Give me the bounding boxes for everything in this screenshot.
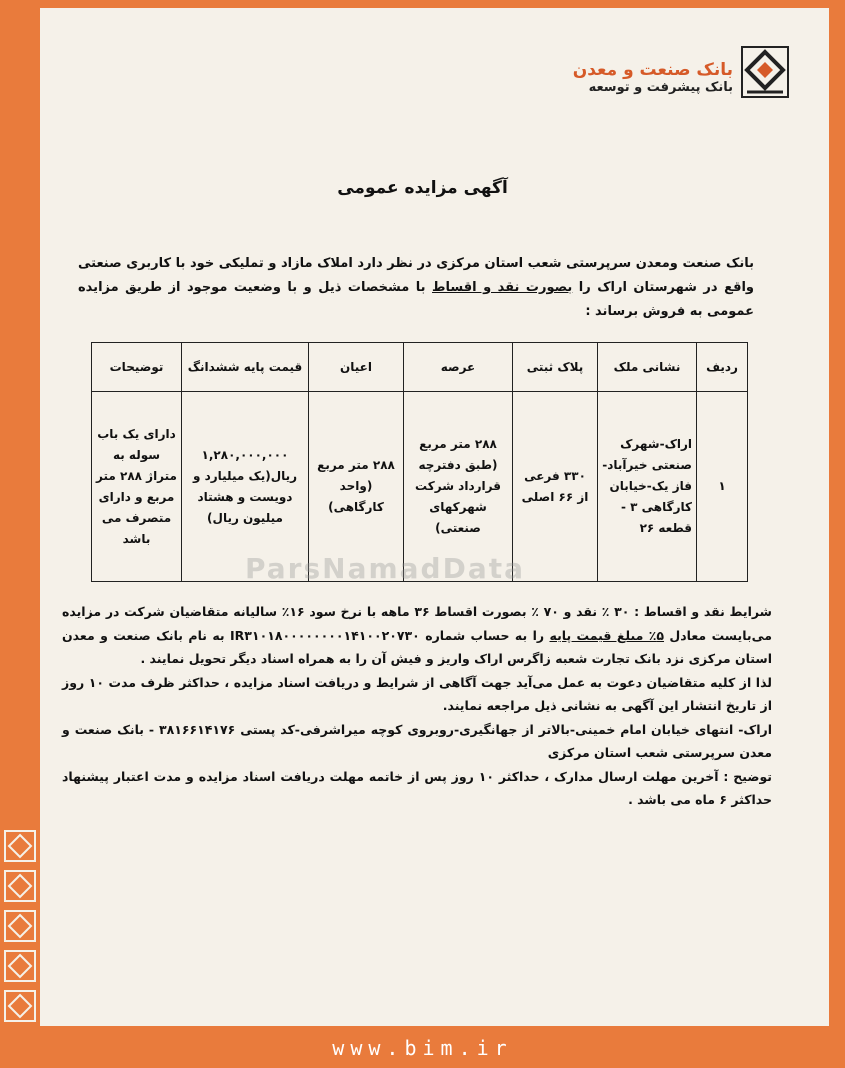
cell-desc: دارای یک باب سوله به متراژ ۲۸۸ متر مربع و دارای متصرف می باشد [92, 392, 182, 582]
terms-paragraph-2: لذا از کلیه متقاضیان دعوت به عمل می‌آید جهت آگاهی از شرایط و دریافت اسناد مزایده ، حداکثر ظرف مدت ۱۰ روز از تاریخ انتشار این آگهی به نشانی ذیل مراجعه نمایند. [62, 674, 773, 713]
website-link[interactable]: www.bim.ir [332, 1036, 513, 1060]
cell-address: اراک-شهرک صنعتی خیرآباد- فاز یک-خیابان کارگاهی ۳ - قطعه ۲۶ [598, 392, 697, 582]
terms-paragraph-4: توضیح : آخرین مهلت ارسال مدارک ، حداکثر ۱۰ روز پس از خاتمه مهلت دریافت اسناد مزایده و مدت اعتبار پیشنهاد حداکثر ۶ ماه می باشد . [62, 768, 772, 807]
side-pattern-decoration [0, 825, 40, 1025]
intro-text-1: بانک صنعت ومعدن سرپرستی شعب استان مرکزی در نظر دارد املاک مازاد و تملیکی خود با کاربری صنعتی واقع در شهرستان اراک را [78, 256, 754, 295]
intro-paragraph [78, 252, 754, 324]
page-title: آگهی مزایده عمومی [337, 178, 508, 198]
cell-arse: ۲۸۸ متر مربع (طبق دفترچه قرارداد شرکت شهرکهای صنعتی) [404, 392, 513, 582]
bank-name: بانک صنعت و معدن [572, 60, 733, 80]
terms-p1-a: شرایط نقد و اقساط : ۳۰ ٪ نقد و ۷۰ ٪ بصورت اقساط ۳۶ ماهه با نرخ سود ۱۶٪ سالیانه متقاضیان شرکت در مزایده می‌بایست معادل [62, 604, 772, 643]
cell-price: ۱,۲۸۰,۰۰۰,۰۰۰ ریال(یک میلیارد و دویست و هشتاد میلیون ریال) [182, 392, 309, 582]
bank-subtitle: بانک پیشرفت و توسعه [588, 80, 733, 95]
header-arse: عرصه [404, 343, 513, 392]
table-header-row [92, 343, 748, 392]
header-address: نشانی ملک [598, 343, 697, 392]
header-desc: توضیحات [92, 343, 182, 392]
terms-paragraph-1 [62, 600, 772, 671]
cell-plaque: ۳۳۰ فرعی از ۶۶ اصلی [513, 392, 598, 582]
intro-underlined: بصورت نقد و اقساط [432, 280, 573, 295]
cell-radif: ۱ [697, 392, 748, 582]
header-plaque: پلاک ثبتی [513, 343, 598, 392]
bank-logo-icon [741, 46, 789, 98]
header-ayan: اعیان [309, 343, 404, 392]
terms-paragraph-3: اراک- انتهای خیابان امام خمینی-بالاتر از جهانگیری-روبروی کوچه میراشرفی-کد پستی ۳۸۱۶۶۱۴۱۷۶ - بانک صنعت و معدن سرپرستی شعب استان مرکزی [62, 721, 772, 760]
header-price: قیمت پایه ششدانگ [182, 343, 309, 392]
terms-p1-b: را به حساب شماره IR۳۱۰۱۸۰۰۰۰۰۰۰۰۱۴۱۰۰۲۰۷۳۰ به نام بانک صنعت و معدن استان مرکزی نزد بانک تجارت شعبه زاگرس اراک واریز و فیش آن را به همراه اسناد دیگر تحویل نمایند . [62, 627, 772, 666]
watermark: ParsNamadData [245, 552, 525, 585]
terms-section [62, 600, 772, 812]
terms-p1-underlined: ۵٪ مبلغ قیمت پایه [549, 627, 665, 643]
cell-ayan: ۲۸۸ متر مربع (واحد کارگاهی) [309, 392, 404, 582]
intro-text-2: با مشخصات ذیل و با وضعیت موجود از طریق مزایده عمومی به فروش برساند : [78, 280, 754, 319]
frame-right [829, 0, 845, 1068]
header-radif: ردیف [697, 343, 748, 392]
auction-table [91, 342, 748, 582]
